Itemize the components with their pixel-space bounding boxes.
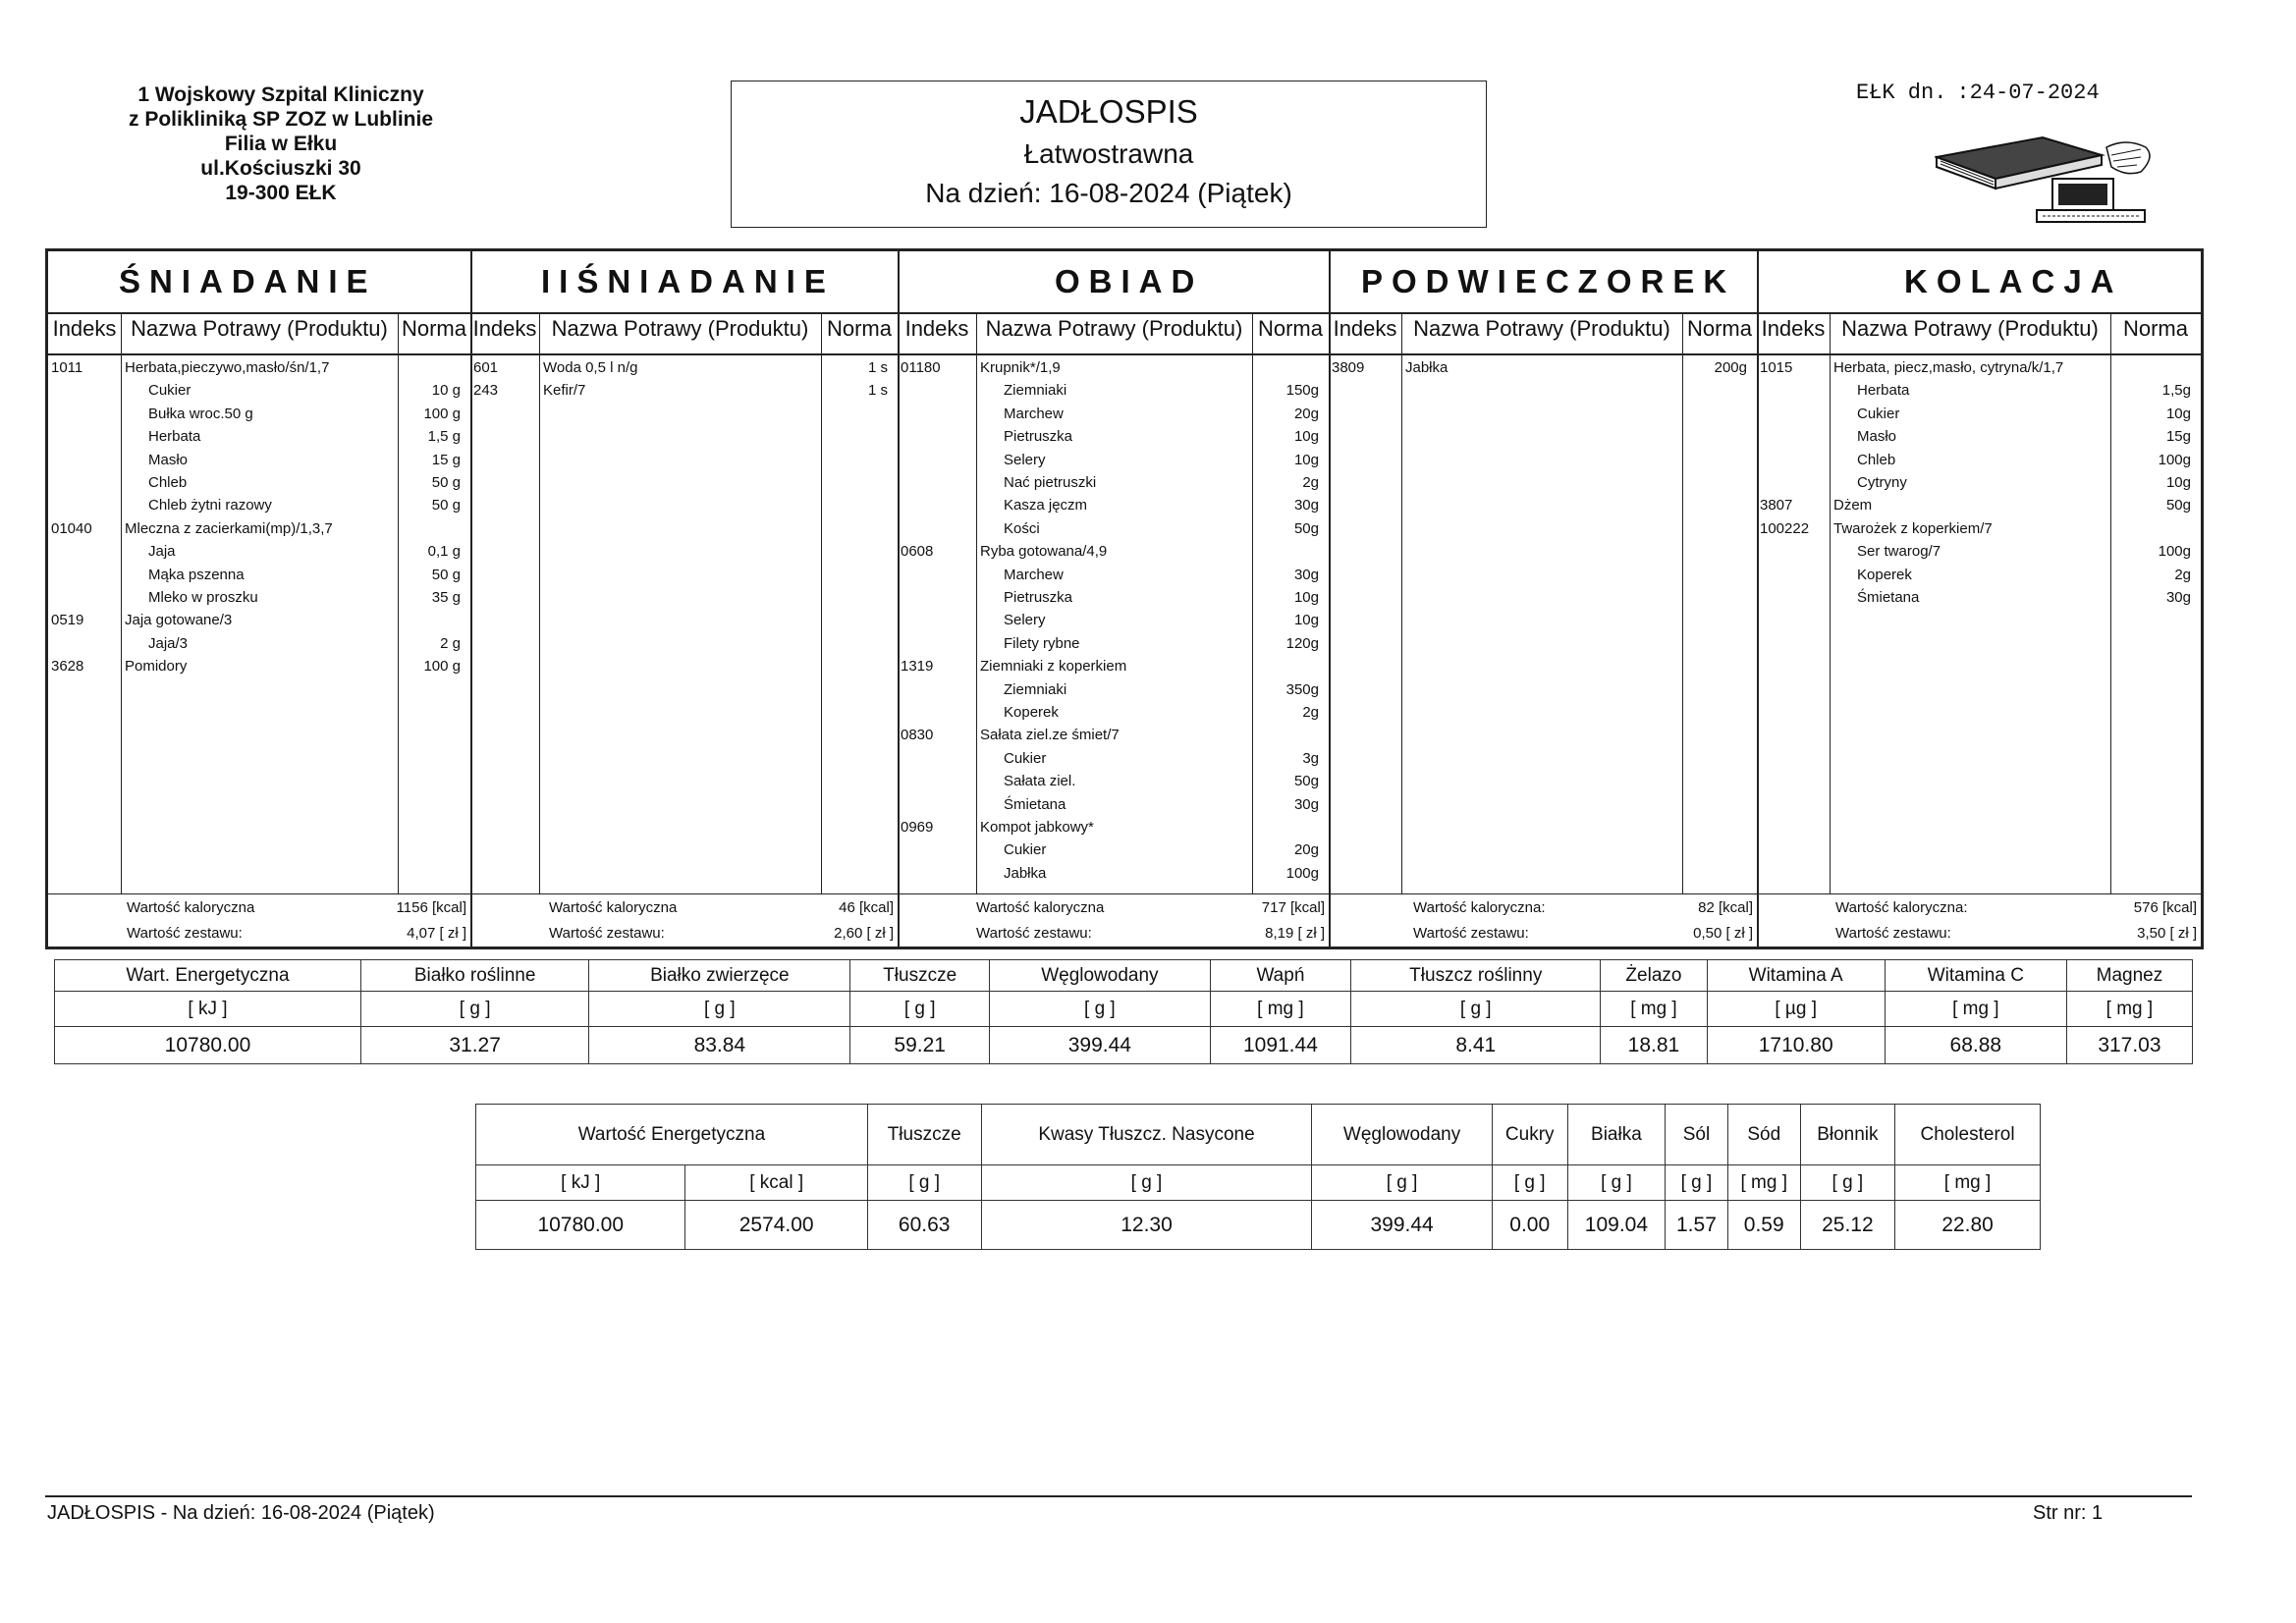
nutrient-unit: [ mg ] (1601, 992, 1707, 1027)
item-index: 1015 (1760, 359, 1793, 376)
label-nutrient-value: 0.59 (1727, 1201, 1800, 1250)
item-index: 1319 (901, 658, 934, 676)
ingredient-name: Bułka wroc.50 g (148, 405, 253, 422)
calorie-label: Wartość kaloryczna (127, 899, 255, 916)
item-norm: 10g (1293, 612, 1319, 629)
column-separator (1830, 314, 1831, 893)
ingredient-name: Koperek (1857, 566, 1912, 583)
ingredient-name: Selery (1004, 451, 1046, 468)
label-nutrient-unit: [ g ] (1800, 1165, 1894, 1201)
issue-date (1856, 81, 2100, 105)
label-nutrient-unit: [ g ] (867, 1165, 981, 1201)
label-nutrient-value: 0.00 (1492, 1201, 1567, 1250)
dish-name: Sałata ziel.ze śmiet/7 (980, 727, 1120, 744)
nutrient-unit: [ mg ] (1210, 992, 1351, 1027)
meal-separator (1329, 251, 1331, 947)
ingredient-name: Masło (148, 451, 189, 468)
item-norm: 150g (1285, 382, 1319, 400)
ingredient-name: Cukier (1857, 405, 1900, 422)
ingredient-name: Śmietana (1004, 795, 1066, 813)
item-norm: 50g (1293, 519, 1319, 537)
page-title: JADŁOSPIS (1019, 93, 1198, 130)
column-header-name: Nazwa Potrawy (Produktu) (551, 316, 809, 341)
currency-unit: [ zł ] (2169, 925, 2197, 942)
item-index: 0608 (901, 543, 934, 561)
item-index: 3809 (1332, 359, 1365, 376)
item-index: 3807 (1760, 497, 1793, 514)
ingredient-name: Marchew (1004, 405, 1064, 422)
item-norm: 2g (1302, 704, 1319, 721)
column-separator (1401, 314, 1402, 893)
item-norm: 350g (1285, 680, 1319, 698)
item-norm: 2 g (440, 634, 461, 652)
calorie-unit: [kcal] (2161, 899, 2197, 916)
label-nutrient-value: 22.80 (1895, 1201, 2041, 1250)
item-norm: 0,1 g (427, 543, 461, 561)
issue-date-value: :24-07-2024 (1956, 81, 2100, 105)
column-header-index: Indeks (1761, 316, 1826, 341)
item-norm: 1 s (867, 359, 888, 376)
currency-unit: [ zł ] (866, 925, 894, 942)
calorie-value: 576 (2133, 899, 2159, 916)
issue-date-label: EŁK dn. (1856, 81, 1947, 105)
ingredient-name: Śmietana (1857, 589, 1920, 606)
hospital-line: 1 Wojskowy Szpital Kliniczny (137, 83, 424, 106)
nutrient-unit: [ g ] (850, 992, 990, 1027)
item-norm: 200g (1714, 359, 1747, 376)
label-nutrient-header: Cholesterol (1895, 1105, 2041, 1165)
label-nutrient-header: Białka (1567, 1105, 1665, 1165)
label-nutrient-unit: [ kJ ] (476, 1165, 685, 1201)
item-index: 0519 (51, 612, 84, 629)
item-norm: 10 g (431, 382, 461, 400)
ingredient-name: Cytryny (1857, 474, 1907, 491)
column-separator (539, 314, 540, 893)
dish-name: Jabłka (1405, 359, 1449, 376)
nutrition-table-label (475, 1104, 2041, 1250)
meal-title-dinner: KOLACJA (1904, 263, 2123, 299)
ingredient-name: Selery (1004, 612, 1046, 629)
column-header-index: Indeks (52, 316, 117, 341)
column-header-divider (48, 353, 2201, 355)
dish-name: Kompot jabkowy* (980, 819, 1094, 836)
item-norm: 50g (2165, 497, 2191, 514)
dish-name: Kefir/7 (543, 382, 586, 400)
footer-left: JADŁOSPIS - Na dzień: 16-08-2024 (Piątek) (47, 1502, 435, 1524)
item-norm: 100 g (423, 658, 461, 676)
ingredient-name: Mleko w proszku (148, 589, 258, 606)
set-cost-label: Wartość zestawu: (1413, 925, 1529, 942)
calorie-label: Wartość kaloryczna: (1835, 899, 1968, 916)
nutrient-unit: [ mg ] (1885, 992, 2066, 1027)
ingredient-name: Ser twarog/7 (1857, 543, 1941, 561)
label-nutrient-header: Kwasy Tłuszcz. Nasycone (981, 1105, 1312, 1165)
nutrient-header: Wart. Energetyczna (55, 960, 361, 992)
dish-name: Ryba gotowana/4,9 (980, 543, 1108, 561)
label-nutrient-value: 1.57 (1666, 1201, 1728, 1250)
item-norm: 15 g (431, 451, 461, 468)
ingredient-name: Ziemniaki (1004, 382, 1067, 400)
ingredient-name: Masło (1857, 428, 1897, 446)
label-nutrient-header: Sól (1666, 1105, 1728, 1165)
nutrient-unit: [ g ] (589, 992, 850, 1027)
item-index: 01180 (901, 359, 941, 376)
label-nutrient-unit: [ g ] (1567, 1165, 1665, 1201)
column-header-index: Indeks (1333, 316, 1397, 341)
dish-name: Dżem (1833, 497, 1873, 514)
column-header-norm: Norma (826, 316, 892, 341)
nutrient-value: 31.27 (360, 1027, 588, 1064)
column-separator (1682, 314, 1683, 893)
dish-name: Woda 0,5 l n/g (543, 359, 638, 376)
set-cost-label: Wartość zestawu: (976, 925, 1092, 942)
ingredient-name: Pietruszka (1004, 428, 1073, 446)
item-norm: 50 g (431, 566, 461, 583)
calorie-label: Wartość kaloryczna (976, 899, 1105, 916)
ingredient-name: Ziemniaki (1004, 680, 1067, 698)
label-nutrient-unit: [ mg ] (1895, 1165, 2041, 1201)
calorie-unit: [kcal] (858, 899, 894, 916)
nutrient-unit: [ g ] (1351, 992, 1601, 1027)
item-norm: 100g (2158, 543, 2191, 561)
nutrient-header: Białko roślinne (360, 960, 588, 992)
label-nutrient-value: 109.04 (1567, 1201, 1665, 1250)
dish-name: Herbata,pieczywo,masło/śn/1,7 (125, 359, 330, 376)
nutrient-header: Tłuszcz roślinny (1351, 960, 1601, 992)
meal-separator (898, 251, 900, 947)
label-nutrient-unit: [ g ] (981, 1165, 1312, 1201)
hospital-line: ul.Kościuszki 30 (200, 157, 361, 180)
column-separator (821, 314, 822, 893)
calorie-label: Wartość kaloryczna: (1413, 899, 1546, 916)
item-norm: 2g (1302, 474, 1319, 491)
nutrient-header: Magnez (2066, 960, 2192, 992)
nutrient-value: 1091.44 (1210, 1027, 1351, 1064)
nutrient-value: 18.81 (1601, 1027, 1707, 1064)
item-norm: 1,5g (2161, 382, 2191, 400)
set-cost-label: Wartość zestawu: (127, 925, 243, 942)
meal-separator (470, 251, 472, 947)
item-norm: 120g (1285, 634, 1319, 652)
meal-title-afternoon-snack: PODWIECZOREK (1361, 263, 1736, 299)
label-nutrient-header: Sód (1727, 1105, 1800, 1165)
label-nutrient-header: Tłuszcze (867, 1105, 981, 1165)
item-norm: 10g (1293, 451, 1319, 468)
column-header-index: Indeks (472, 316, 537, 341)
ingredient-name: Chleb (1857, 451, 1896, 468)
meal-title-lunch: OBIAD (1055, 263, 1204, 299)
column-header-norm: Norma (1686, 316, 1752, 341)
set-cost-value: 2,60 (834, 925, 863, 942)
nutrient-value: 317.03 (2066, 1027, 2192, 1064)
item-norm: 1,5 g (427, 428, 461, 446)
set-cost-label: Wartość zestawu: (1835, 925, 1951, 942)
diet-name: Łatwostrawna (1023, 138, 1194, 169)
item-norm: 100g (1285, 864, 1319, 882)
meal-title-breakfast: ŚNIADANIE (119, 263, 377, 299)
energy-header: Wartość Energetyczna (476, 1105, 868, 1165)
item-norm: 2g (2174, 566, 2191, 583)
set-cost-value: 3,50 (2137, 925, 2166, 942)
dish-name: Twarożek z koperkiem/7 (1833, 519, 1993, 537)
ingredient-name: Sałata ziel. (1004, 773, 1076, 790)
ingredient-name: Chleb (148, 474, 188, 491)
calorie-unit: [kcal] (1289, 899, 1325, 916)
hospital-address (88, 82, 473, 205)
calorie-unit: [kcal] (431, 899, 466, 916)
ingredient-name: Nać pietruszki (1004, 474, 1097, 491)
label-nutrient-value: 60.63 (867, 1201, 981, 1250)
item-norm: 10g (2165, 405, 2191, 422)
nutrient-unit: [ kJ ] (55, 992, 361, 1027)
menu-table (45, 248, 2204, 949)
ingredient-name: Herbata (1857, 382, 1910, 400)
item-index: 0969 (901, 819, 934, 836)
summary-divider (48, 893, 2201, 894)
label-nutrient-unit: [ mg ] (1727, 1165, 1800, 1201)
hospital-line: Filia w Ełku (224, 133, 338, 155)
nutrient-header: Żelazo (1601, 960, 1707, 992)
set-cost-value: 4,07 (407, 925, 436, 942)
item-index: 3628 (51, 658, 84, 676)
label-nutrient-unit: [ g ] (1312, 1165, 1492, 1201)
item-norm: 100g (2158, 451, 2191, 468)
set-cost-label: Wartość zestawu: (549, 925, 665, 942)
item-norm: 3g (1302, 749, 1319, 767)
ingredient-name: Jaja/3 (148, 634, 189, 652)
label-nutrient-header: Cukry (1492, 1105, 1567, 1165)
currency-unit: [ zł ] (1725, 925, 1753, 942)
meal-separator (1757, 251, 1759, 947)
dish-name: Herbata, piecz,masło, cytryna/k/1,7 (1833, 359, 2064, 376)
ingredient-name: Jabłka (1004, 864, 1047, 882)
currency-unit: [ zł ] (439, 925, 466, 942)
nutrient-header: Węglowodany (990, 960, 1211, 992)
item-index: 243 (473, 382, 499, 400)
nutrient-unit: [ g ] (360, 992, 588, 1027)
nutrient-header: Wapń (1210, 960, 1351, 992)
label-nutrient-value: 10780.00 (476, 1201, 685, 1250)
label-nutrient-unit: [ kcal ] (685, 1165, 867, 1201)
item-norm: 30g (2165, 589, 2191, 606)
ingredient-name: Pietruszka (1004, 589, 1073, 606)
item-norm: 1 s (867, 382, 888, 400)
title-box (731, 81, 1487, 228)
column-header-name: Nazwa Potrawy (Produktu) (985, 316, 1243, 341)
set-cost-value: 0,50 (1693, 925, 1722, 942)
page-number: Str nr: 1 (2033, 1502, 2104, 1524)
item-norm: 30g (1293, 497, 1319, 514)
label-nutrient-value: 2574.00 (685, 1201, 867, 1250)
ingredient-name: Cukier (1004, 749, 1047, 767)
column-header-name: Nazwa Potrawy (Produktu) (131, 316, 388, 341)
item-norm: 10g (1293, 589, 1319, 606)
calorie-label: Wartość kaloryczna (549, 899, 678, 916)
item-norm: 50g (1293, 773, 1319, 790)
label-nutrient-header: Błonnik (1800, 1105, 1894, 1165)
item-index: 01040 (51, 519, 92, 537)
column-header-index: Indeks (904, 316, 969, 341)
nutrient-value: 83.84 (589, 1027, 850, 1064)
column-separator (121, 314, 122, 893)
hospital-line: 19-300 EŁK (225, 182, 337, 204)
label-nutrient-value: 399.44 (1312, 1201, 1492, 1250)
item-norm: 15g (2165, 428, 2191, 446)
item-norm: 35 g (431, 589, 461, 606)
label-nutrient-value: 25.12 (1800, 1201, 1894, 1250)
ingredient-name: Herbata (148, 428, 201, 446)
label-nutrient-unit: [ g ] (1492, 1165, 1567, 1201)
nutrient-unit: [ g ] (990, 992, 1211, 1027)
item-norm: 30g (1293, 566, 1319, 583)
column-header-norm: Norma (2122, 316, 2188, 341)
ingredient-name: Cukier (1004, 841, 1047, 859)
label-nutrient-unit: [ g ] (1666, 1165, 1728, 1201)
column-separator (976, 314, 977, 893)
set-cost-value: 8,19 (1265, 925, 1294, 942)
meal-title-second-breakfast: IIŚNIADANIE (541, 263, 835, 299)
item-norm: 10g (1293, 428, 1319, 446)
column-header-name: Nazwa Potrawy (Produktu) (1413, 316, 1670, 341)
item-norm: 30g (1293, 795, 1319, 813)
ingredient-name: Jaja (148, 543, 176, 561)
nutrient-value: 8.41 (1351, 1027, 1601, 1064)
ingredient-name: Chleb żytni razowy (148, 497, 272, 514)
dish-name: Pomidory (125, 658, 188, 676)
dish-name: Jaja gotowane/3 (125, 612, 233, 629)
ingredient-name: Cukier (148, 382, 191, 400)
nutrient-value: 59.21 (850, 1027, 990, 1064)
nutrient-header: Witamina A (1707, 960, 1885, 992)
column-header-norm: Norma (401, 316, 466, 341)
dish-name: Ziemniaki z koperkiem (980, 658, 1127, 676)
book-computer-icon (1935, 128, 2162, 226)
ingredient-name: Koperek (1004, 704, 1059, 721)
menu-date: Na dzień: 16-08-2024 (Piątek) (925, 178, 1292, 208)
label-nutrient-header: Węglowodany (1312, 1105, 1492, 1165)
footer-divider (45, 1495, 2192, 1497)
nutrient-unit: [ mg ] (2066, 992, 2192, 1027)
label-nutrient-value: 12.30 (981, 1201, 1312, 1250)
nutrient-header: Tłuszcze (850, 960, 990, 992)
currency-unit: [ zł ] (1297, 925, 1325, 942)
nutrient-value: 68.88 (1885, 1027, 2066, 1064)
item-norm: 20g (1293, 841, 1319, 859)
hospital-line: z Polikliniką SP ZOZ w Lublinie (129, 108, 433, 131)
meal-title-divider (48, 312, 2201, 314)
calorie-value: 82 (1698, 899, 1715, 916)
item-norm: 50 g (431, 474, 461, 491)
ingredient-name: Kości (1004, 519, 1040, 537)
column-header-name: Nazwa Potrawy (Produktu) (1841, 316, 2099, 341)
ingredient-name: Mąka pszenna (148, 566, 245, 583)
calorie-value: 1156 (396, 899, 428, 916)
nutrient-header: Witamina C (1885, 960, 2066, 992)
nutrient-value: 399.44 (990, 1027, 1211, 1064)
nutrition-table-main (54, 959, 2193, 1064)
item-norm: 10g (2165, 474, 2191, 491)
nutrient-header: Białko zwierzęce (589, 960, 850, 992)
ingredient-name: Kasza jęczm (1004, 497, 1088, 514)
calorie-value: 46 (839, 899, 855, 916)
calorie-value: 717 (1261, 899, 1286, 916)
nutrient-unit: [ µg ] (1707, 992, 1885, 1027)
ingredient-name: Marchew (1004, 566, 1064, 583)
dish-name: Mleczna z zacierkami(mp)/1,3,7 (125, 519, 333, 537)
ingredient-name: Filety rybne (1004, 634, 1080, 652)
item-norm: 50 g (431, 497, 461, 514)
column-header-norm: Norma (1257, 316, 1323, 341)
dish-name: Krupnik*/1,9 (980, 359, 1061, 376)
item-index: 100222 (1760, 519, 1810, 537)
item-norm: 20g (1293, 405, 1319, 422)
nutrient-value: 10780.00 (55, 1027, 361, 1064)
nutrient-value: 1710.80 (1707, 1027, 1885, 1064)
item-index: 0830 (901, 727, 934, 744)
item-index: 1011 (51, 359, 83, 376)
calorie-unit: [kcal] (1718, 899, 1753, 916)
item-norm: 100 g (423, 405, 461, 422)
item-index: 601 (473, 359, 499, 376)
